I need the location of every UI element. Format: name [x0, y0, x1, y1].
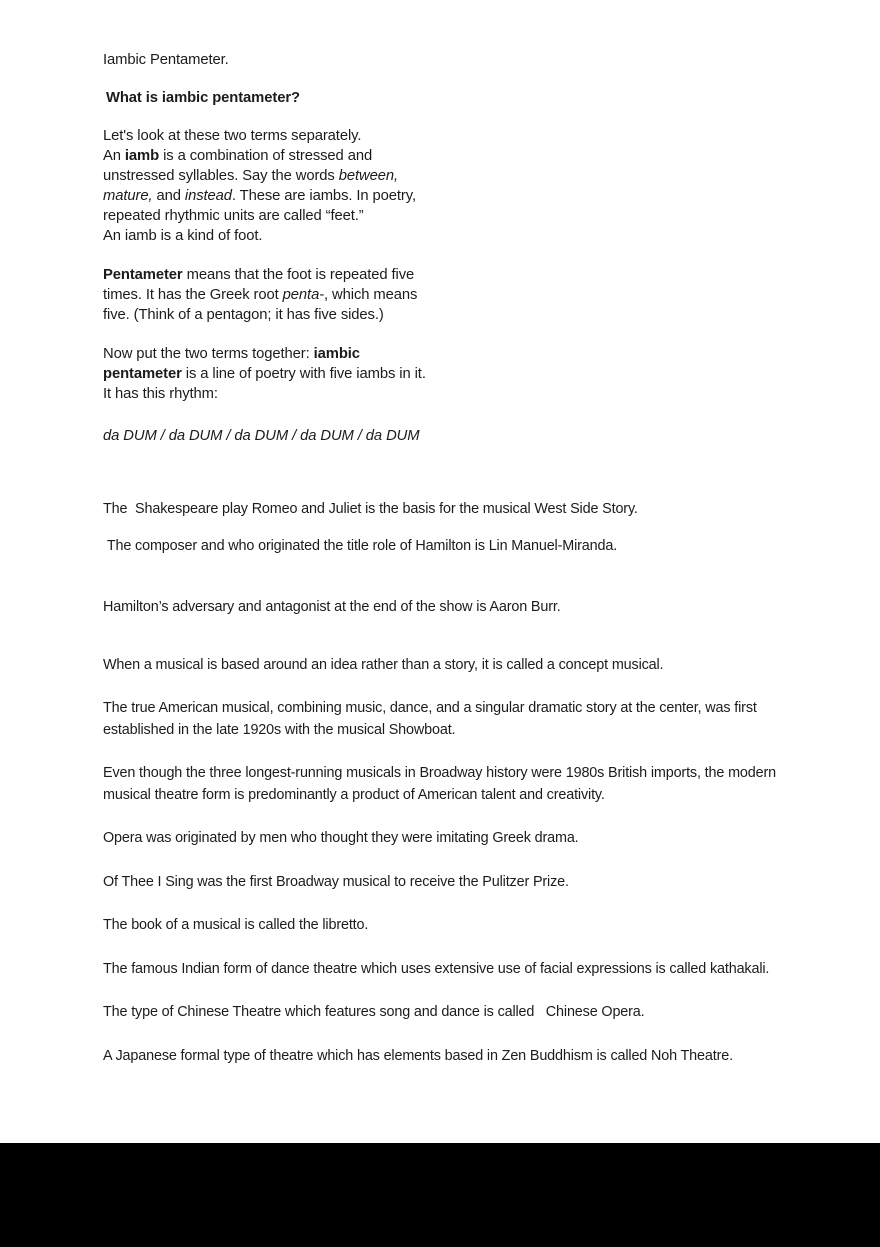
fact-libretto: The book of a musical is called the libretto.	[103, 917, 369, 933]
definition-line-1: Let's look at these two terms separately.	[103, 128, 362, 144]
example-words-1: between, mature,	[103, 168, 398, 204]
pentameter-paragraph	[103, 265, 433, 325]
greek-root-penta: penta-	[282, 287, 325, 303]
pentameter-text-suffix: , which means five. (Think of a pentagon; it has five sides.)	[103, 287, 418, 323]
definition-conjunction: and	[152, 188, 185, 204]
fact-opera-origin: Opera was originated by men who thought they were imitating Greek drama.	[103, 830, 579, 846]
fact-chinese-opera: The type of Chinese Theatre which features song and dance is called Chinese Opera.	[103, 1004, 645, 1020]
document-title-line: Iambic Pentameter.	[103, 52, 229, 68]
definition-line-2-prefix: An	[103, 148, 125, 164]
example-word-instead: instead	[184, 188, 232, 204]
definition-paragraph	[103, 126, 433, 246]
definition-line-3: An iamb is a kind of foot.	[103, 228, 263, 244]
term-iambic-pentameter: iambic pentameter	[103, 346, 360, 382]
musical-theatre-facts-section	[103, 499, 793, 1089]
fact-showboat: The true American musical, combining music, dance, and a singular dramatic story at the center, was first established in the late 1920s with the musical Showboat.	[103, 700, 761, 738]
fact-british-imports: Even though the three longest-running musicals in Broadway history were 1980s British imports, the modern musical theatre form is predominantly a product of American talent and creativity.	[103, 765, 780, 803]
fact-noh-theatre: A Japanese formal type of theatre which has elements based in Zen Buddhism is called Noh Theatre.	[103, 1047, 733, 1064]
definition-line-2-suffix: . These are iambs. In poetry, repeated rhythmic units are called “feet.”	[103, 188, 416, 224]
combined-terms-paragraph	[103, 344, 433, 404]
fact-kathakali: The famous Indian form of dance theatre which uses extensive use of facial expressions is called kathakali.	[103, 960, 770, 977]
fact-pulitzer: Of Thee I Sing was the first Broadway musical to receive the Pulitzer Prize.	[103, 873, 569, 890]
footer-black-bar	[0, 1143, 880, 1247]
section-heading: What is iambic pentameter?	[106, 90, 300, 106]
fact-concept-musical: When a musical is based around an idea rather than a story, it is called a concept musical.	[103, 656, 664, 673]
term-iamb: iamb	[124, 148, 160, 164]
iambic-pentameter-section	[103, 50, 433, 446]
rhythm-example-line: da DUM / da DUM / da DUM / da DUM / da DUM	[103, 428, 420, 444]
combined-suffix: is a line of poetry with five iambs in it. It has this rhythm:	[103, 366, 426, 402]
term-pentameter: Pentameter	[103, 267, 183, 283]
definition-line-2-mid: is a combination of stressed and unstressed syllables. Say the words	[103, 148, 373, 184]
fact-hamilton-antagonist: Hamilton’s adversary and antagonist at the end of the show is Aaron Burr.	[103, 599, 561, 615]
fact-west-side-story: The Shakespeare play Romeo and Juliet is the basis for the musical West Side Story.	[103, 501, 638, 517]
combined-prefix: Now put the two terms together:	[103, 346, 314, 362]
pentameter-text-mid: means that the foot is repeated five times. It has the Greek root	[103, 267, 415, 303]
fact-hamilton-composer: The composer and who originated the title role of Hamilton is Lin Manuel-Miranda.	[103, 537, 618, 554]
